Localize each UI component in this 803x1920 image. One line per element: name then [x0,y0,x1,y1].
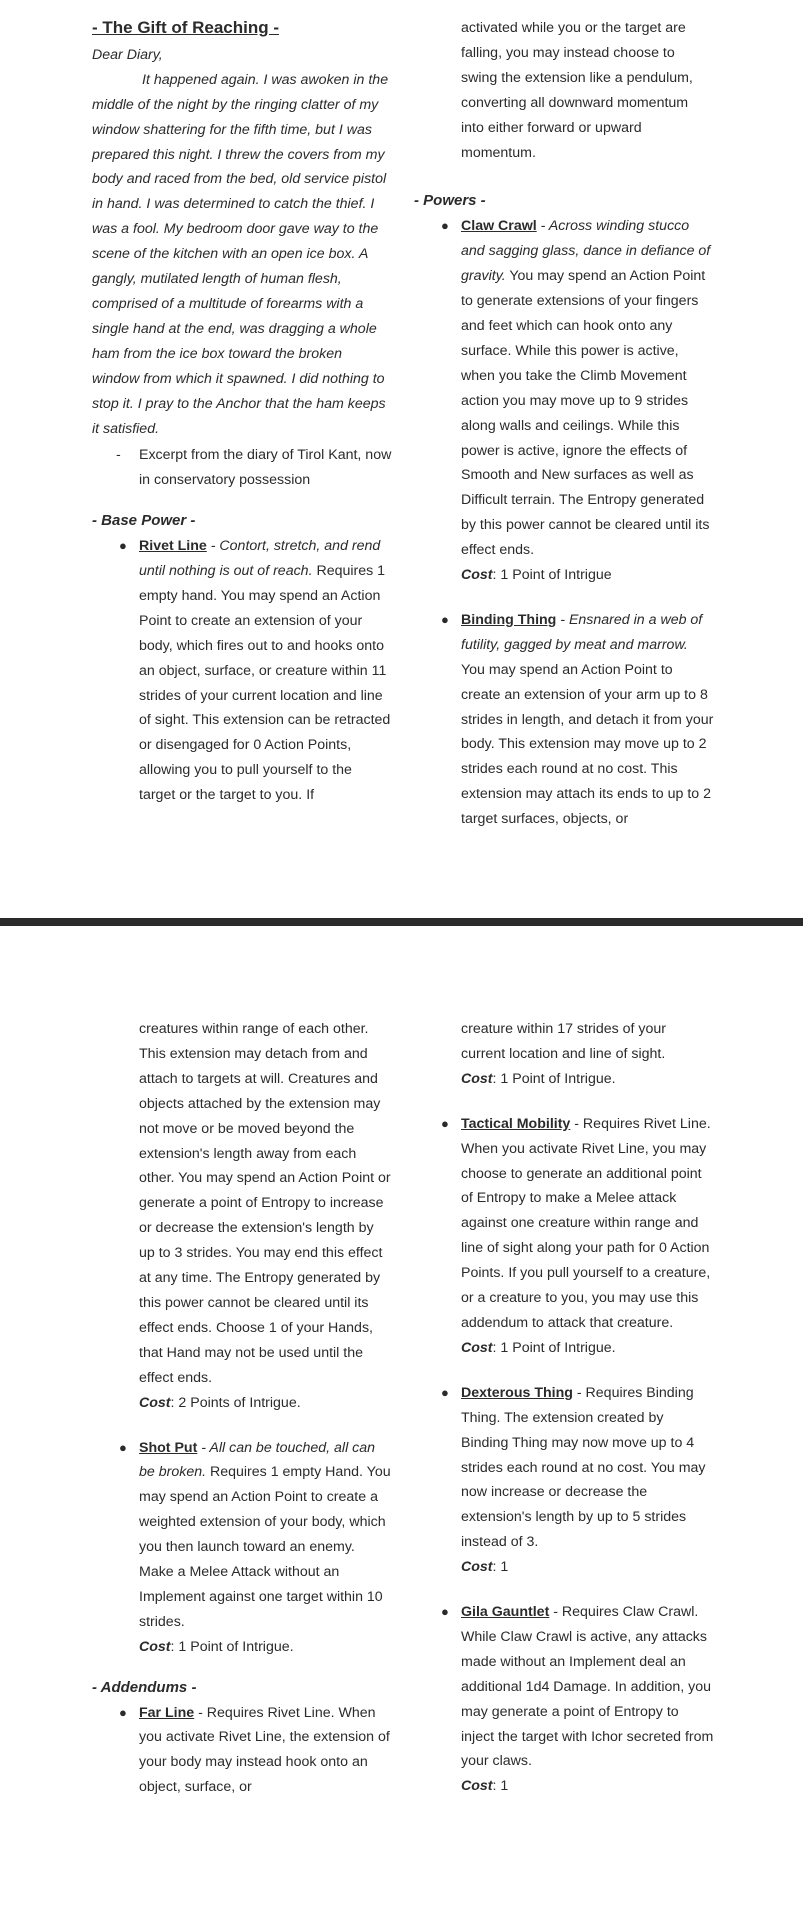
addendum-name: Gila Gauntlet [461,1604,550,1621]
excerpt-attribution [92,443,392,493]
binding-thing-continued [92,1017,392,1416]
cost-value: : 2 Points of Intrigue. [170,1394,301,1411]
power-flavor: - Ensnared in a web of futility, gagged by meat and marrow. [461,611,703,653]
diary-entry: It happened again. I was awoken in the middle of the night by the ringing clatter of my window shattering for the fifth time, but I was prepared this night. I threw the covers from my body and raced from the bed, old service pistol in hand. I was determined to catch the thief. I was a fool. My bedroom door gave way to the scene of the kitchen with an open ice box. A gangly, mutilated length of human flesh, comprised of a multitude of forearms with a single hand at the end, was dragging a whole ham from the ice box toward the broken window from which it spawned. I did nothing to stop it. I pray to the Anchor that the ham keeps it satisfied. [92,71,389,437]
bullet-icon: ● [119,1439,127,1455]
power-body: You may spend an Action Point to create an extension of your arm up to 8 strides in length, and detach it from your body. This extension may move up to 2 strides each round at no cost. This extension may attach its ends to up to 2 target surfaces, objects, or [461,661,714,828]
bullet-icon: ● [441,1384,449,1400]
cost-label: Cost [461,1559,493,1576]
page1-right-column [414,16,714,832]
continued-body: creatures within range of each other. This extension may detach from and attach to targets at will. Creatures and objects attached by the extension may not move or be moved beyond the extension's length away from each other. You may spend an Action Point or generate a point of Entropy to increase or decrease the extension's length by up to 3 strides. You may end this effect at any time. The Entropy generated by this power cannot be cleared until its effect ends. Choose 1 of your Hands, that Hand may not be used until the effect ends. [139,1021,391,1386]
cost-label: Cost [139,1638,171,1655]
addendum-name: Far Line [139,1704,195,1721]
addendum-dexterous-thing [414,1381,714,1580]
bullet-icon: ● [441,1604,449,1620]
cost-value: : 1 [492,1559,509,1576]
power-body: You may spend an Action Point to generate extensions of your fingers and feet which can hook onto any surface. While this power is active, when you take the Climb Movement action you may move up to 9 strides along walls and ceilings. While this power is active, ignore the effects of Smooth and New surfaces as well as Difficult terrain. The Entropy generated by this power cannot be cleared until its effect ends. [461,268,710,559]
bullet-icon: ● [441,1115,449,1131]
bullet-icon: ● [119,538,127,554]
cost-value: : 1 Point of Intrigue. [492,1339,616,1356]
power-cost [461,563,714,588]
cost-label: Cost [139,1394,171,1411]
cost-label: Cost [461,1778,493,1795]
cost-value: : 1 Point of Intrigue [492,567,612,584]
power-body: Requires 1 empty Hand. You may spend an Action Point to create a weighted extension of your body, which you then launch toward an enemy. Make a Melee Attack without an Implement against one target within 10 strides. [139,1464,391,1630]
cost-value: : 1 Point of Intrigue. [170,1638,294,1655]
page2-right-column [414,1017,714,1799]
addendum-name: Dexterous Thing [461,1384,573,1401]
cost-label: Cost [461,1339,493,1356]
power-cost [461,1336,714,1361]
bullet-icon: ● [119,1704,127,1720]
document-page-2 [0,926,803,1920]
cost-value: : 1 [492,1778,509,1795]
power-body: Requires 1 empty hand. You may spend an Action Point to create an extension of your body, which fires out to and hooks onto an object, surface, or creature within 11 strides of your current location and line of sight. This extension can be retracted or disengaged for 0 Action Points, allowing you to pull yourself to the target or the target to you. If [139,563,391,804]
rivet-line-continued: activated while you or the target are falling, you may instead choose to swing the extension like a pendulum, converting all downward momentum into either forward or upward momentum. [461,20,693,161]
base-power-heading: - Base Power - [92,512,196,530]
power-flavor: - All can be touched, all can be broken. [139,1439,376,1481]
power-flavor: - Contort, stretch, and rend until nothing is out of reach. [139,538,381,580]
document-title: - The Gift of Reaching - [92,18,279,37]
addendum-tactical-mobility [414,1112,714,1361]
addendum-name: Tactical Mobility [461,1115,571,1132]
page2-left-column [92,1017,392,1800]
cost-label: Cost [461,567,493,584]
cost-value: : 1 Point of Intrigue. [492,1070,616,1087]
power-name: Rivet Line [139,538,207,555]
addendums-heading: - Addendums - [92,1678,197,1696]
diary-salutation: Dear Diary, [92,46,163,63]
power-cost [461,1774,714,1799]
bullet-icon: ● [441,218,449,234]
power-rivet-line [92,534,392,808]
addendum-body: - Requires Rivet Line. When you activate Rivet Line, you may choose to generate an additional point of Entropy to make a Melee attack against one creature within range and line of sight along your path for 0 Action Points. If you pull yourself to a creature, or a creature to you, you may use this addendum to attack that creature. [461,1115,711,1331]
power-binding-thing [414,608,714,832]
power-shot-put [92,1436,392,1660]
far-line-continued [414,1017,714,1092]
addendum-body: - Requires Claw Crawl. While Claw Crawl is active, any attacks made without an Implement deal an additional 1d4 Damage. In addition, you may generate a point of Entropy to inject the target with Ichor secreted from your claws. [461,1604,714,1770]
power-cost [461,1555,714,1580]
addendum-far-line [92,1701,392,1801]
power-claw-crawl [414,214,714,588]
page-divider [0,918,803,926]
addendum-body: - Requires Binding Thing. The extension created by Binding Thing may now move up to 4 strides each round at no cost. You may now increase or decrease the extension's length by up to 5 strides instead of 3. [461,1384,706,1551]
power-name: Shot Put [139,1439,198,1456]
excerpt-text: Excerpt from the diary of Tirol Kant, now in conservatory possession [139,447,392,489]
power-flavor: - Across winding stucco and sagging glass, dance in defiance of gravity. [461,218,711,285]
powers-heading: - Powers - [414,192,486,210]
page1-left-column [92,16,392,808]
power-name: Claw Crawl [461,218,537,235]
excerpt-dash: - [116,447,121,464]
power-name: Binding Thing [461,611,557,628]
cost-label: Cost [461,1070,493,1087]
bullet-icon: ● [441,611,449,627]
power-cost [139,1635,392,1660]
power-cost [461,1067,714,1092]
addendum-body: - Requires Rivet Line. When you activate Rivet Line, the extension of your body may instead hook onto an object, surface, or [139,1704,390,1796]
power-cost [139,1391,392,1416]
addendum-gila-gauntlet [414,1600,714,1799]
continued-body: creature within 17 strides of your current location and line of sight. [461,1021,667,1062]
document-page-1 [0,0,803,918]
